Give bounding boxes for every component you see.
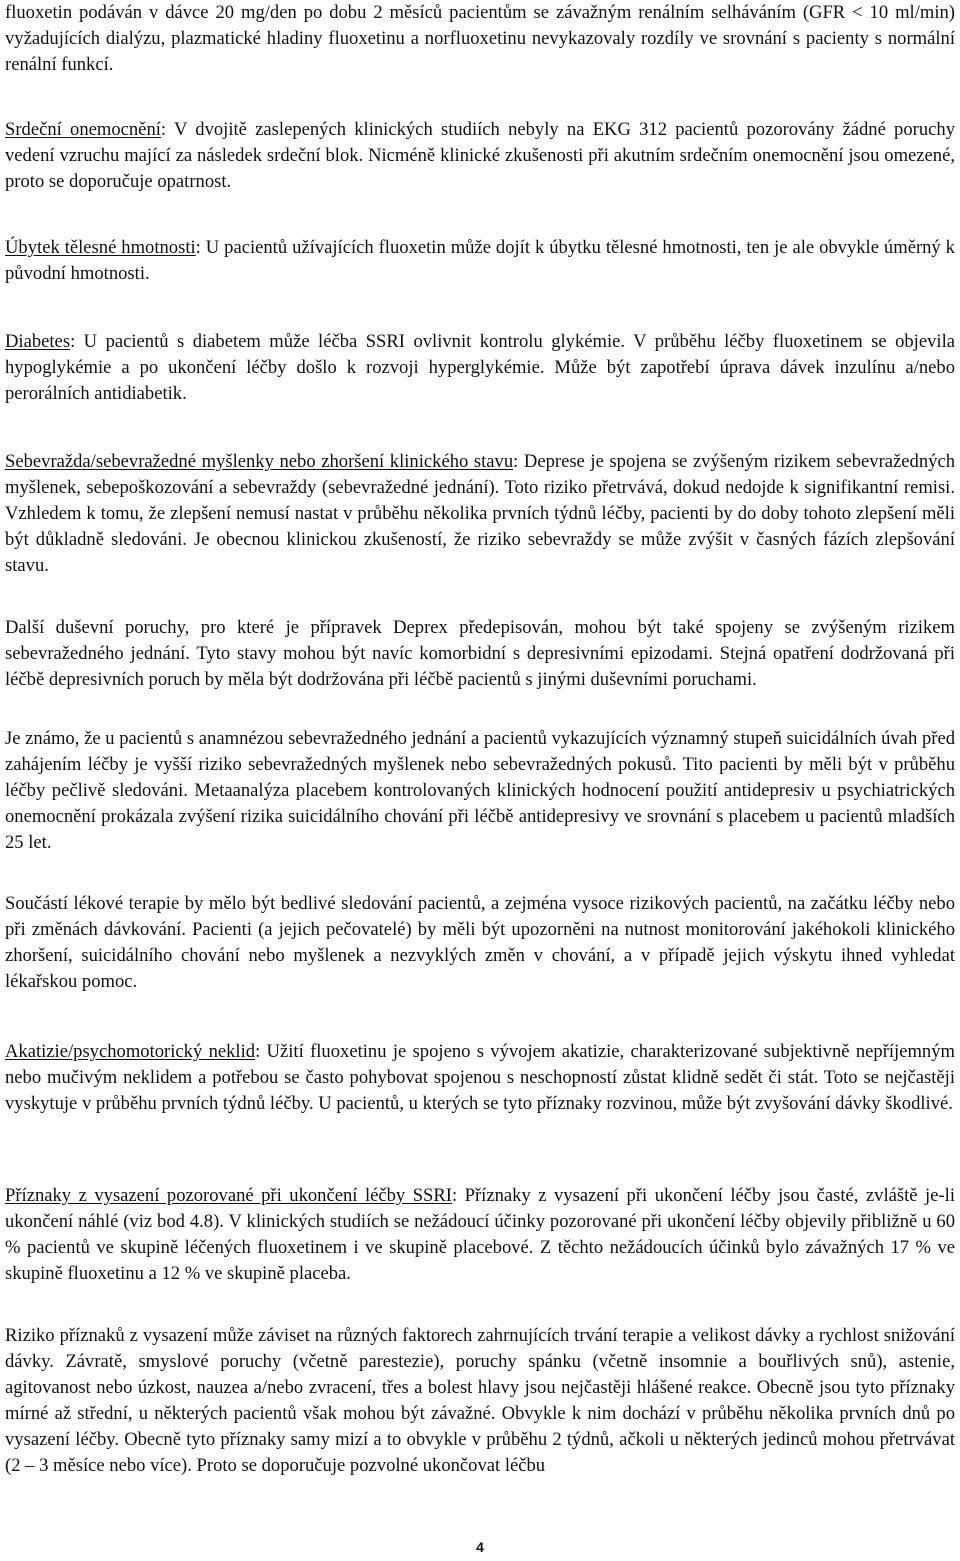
withdrawal-text: : Příznaky z vysazení při ukončení léčby jsou časté, zvláště je-li ukončení náhlé (viz bod 4.8). V klinických studiích se nežádoucí účinky pozorované při ukončení léčby objevily přibližně u 60 % pacientů ve skupině léčených fluoxetinem i ve skupině placebové. Z těchto nežádoucích účinků bylo závažných 17 % ve skupině fluoxetinu a 12 % ve skupině placeba. [5,1185,955,1284]
weight-heading: Úbytek tělesné hmotnosti [5,237,196,258]
suicide-paragraph-3 [5,726,955,856]
suicide-paragraph-4 [5,891,955,995]
suicide-paragraph [5,449,955,579]
akathisia-paragraph [5,1039,955,1117]
cardiac-text: : V dvojitě zaslepených klinických studiích nebyly na EKG 312 pacientů pozorovány žádné poruchy vedení vzruchu mající za následek srdeční blok. Nicméně klinické zkušenosti při akutním srdečním onemocnění jsou omezené, proto se doporučuje opatrnost. [5,119,955,192]
diabetes-text: : U pacientů s diabetem může léčba SSRI ovlivnit kontrolu glykémie. V průběhu léčby fluoxetinem se objevila hypoglykémie a po ukončení léčby došlo k rozvoji hyperglykémie. Může být zapotřebí úprava dávek inzulínu a/nebo perorálních antidiabetik. [5,331,955,404]
intro-paragraph [5,0,955,78]
withdrawal-text-2: Riziko příznaků z vysazení může záviset na různých faktorech zahrnujících trvání terapie a velikost dávky a rychlost snižování dávky. Závratě, smyslové poruchy (včetně parestezie), poruchy spánku (včetně insomnie a bouřlivých snů), astenie, agitovanost nebo úzkost, nauzea a/nebo zvracení, třes a bolest hlavy jsou nejčastěji hlášené reakce. Obecně jsou tyto příznaky mírné až střední, u některých pacientů však mohou být závažné. Obvykle k nim dochází v průběhu několika prvních dnů po vysazení léčby. Obecně tyto příznaky samy mizí a to obvykle v průběhu 2 týdnů, ačkoli u některých jedinců mohou přetrvávat (2 – 3 měsíce nebo více). Proto se doporučuje pozvolné ukončovat léčbu [5,1325,955,1476]
akathisia-heading: Akatizie/psychomotorický neklid [5,1041,256,1062]
weight-paragraph [5,235,955,287]
diabetes-paragraph [5,329,955,407]
withdrawal-heading: Příznaky z vysazení pozorované při ukončení léčby SSRI [5,1185,452,1206]
cardiac-heading: Srdeční onemocnění [5,119,161,140]
suicide-text-2: Další duševní poruchy, pro které je přípravek Deprex předepisován, mohou být také spojeny se zvýšeným rizikem sebevražedného jednání. Tyto stavy mohou být navíc komorbidní s depresivními epizodami. Stejná opatření dodržovaná při léčbě depresivních poruch by měla být dodržována při léčbě pacientů s jinými duševními poruchami. [5,617,955,690]
weight-text: : U pacientů užívajících fluoxetin může dojít k úbytku tělesné hmotnosti, ten je ale obvykle úměrný k původní hmotnosti. [5,237,955,284]
suicide-text-3: Je známo, že u pacientů s anamnézou sebevražedného jednání a pacientů vykazujících významný stupeň suicidálních úvah před zahájením léčby je vyšší riziko sebevražedných myšlenek nebo sebevražedných pokusů. Tito pacienti by měli být v průběhu léčby pečlivě sledováni. Metaanalýza placebem kontrolovaných klinických hodnocení použití antidepresiv u psychiatrických onemocnění prokázala zvýšení rizika suicidálního chování při léčbě antidepresivy ve srovnání s placebem u pacientů mladších 25 let. [5,728,955,853]
cardiac-paragraph [5,117,955,195]
suicide-text-4: Součástí lékové terapie by mělo být bedlivé sledování pacientů, a zejména vysoce rizikových pacientů, na začátku léčby nebo při změnách dávkování. Pacienti (a jejich pečovatelé) by měli být upozorněni na nutnost monitorování jakéhokoli klinického zhoršení, suicidálního chování nebo myšlenek a nezvyklých změn v chování, a v případě jejich výskytu ihned vyhledat lékařskou pomoc. [5,893,955,992]
akathisia-text: : Užití fluoxetinu je spojeno s vývojem akatizie, charakterizované subjektivně nepříjemným nebo mučivým neklidem a potřebou se často pohybovat spojenou s neschopností zůstat klidně sedět či stát. Toto se nejčastěji vyskytuje v průběhu prvních týdnů léčby. U pacientů, u kterých se tyto příznaky rozvinou, může být zvyšování dávky škodlivé. [5,1041,955,1114]
page-number: 4 [476,1539,484,1555]
intro-text: fluoxetin podáván v dávce 20 mg/den po dobu 2 měsíců pacientům se závažným renálním selháváním (GFR < 10 ml/min) vyžadujících dialýzu, plazmatické hladiny fluoxetinu a norfluoxetinu nevykazovaly rozdíly ve srovnání s pacienty s normální renální funkcí. [5,2,955,75]
suicide-text: : Deprese je spojena se zvýšeným rizikem sebevražedných myšlenek, sebepoškozování a sebevraždy (sebevražedné jednání). Toto riziko přetrvává, dokud nedojde k signifikantní remisi. Vzhledem k tomu, že zlepšení nemusí nastat v průběhu několika prvních týdnů léčby, pacienti by do doby tohoto zlepšení měli být důkladně sledováni. Je obecnou klinickou zkušeností, že riziko sebevraždy se může zvýšit v časných fázích zlepšování stavu. [5,451,955,576]
suicide-heading: Sebevražda/sebevražedné myšlenky nebo zhoršení klinického stavu [5,451,514,472]
suicide-paragraph-2 [5,615,955,693]
withdrawal-paragraph-2 [5,1323,955,1479]
diabetes-heading: Diabetes [5,331,71,352]
withdrawal-paragraph [5,1183,955,1287]
